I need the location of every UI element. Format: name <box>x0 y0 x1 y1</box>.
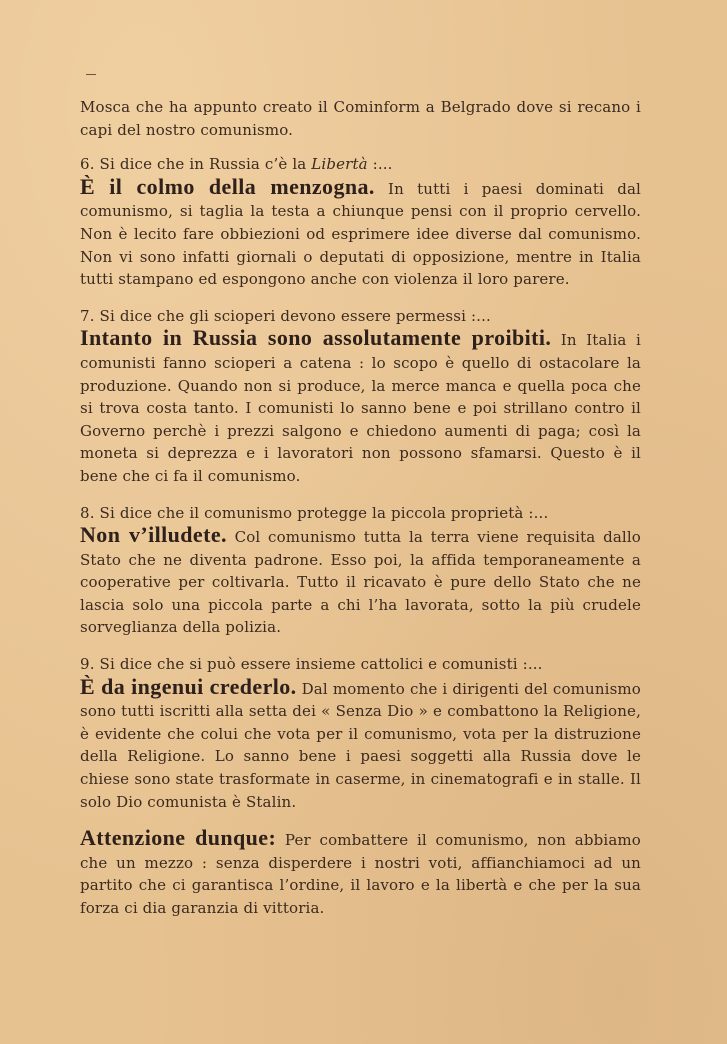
question-6 <box>80 153 641 176</box>
answer-8-body: Col comunismo tutta la terra viene requisita dallo Stato che ne diventa padrone. Esso poi, la affida temporaneamente a cooperative per coltivarla. Tutto il ricavato è pure dello Stato che ne lascia solo una piccola parte a chi l’ha lavorata, sotto la più crudele sorveglianza della polizia. <box>80 528 641 637</box>
conclusion-paragraph <box>80 827 641 919</box>
section-9 <box>80 653 641 813</box>
answer-7-body: In Italia i comunisti fanno scioperi a catena : lo scopo è quello di ostacolare la produzione. Quando non si produce, la merce manca e quella poca che si trova costa tanto. I comunisti lo sanno bene e poi strillano contro il Governo perchè i prezzi salgono e chiedono aumenti di paga; così la moneta si deprezza e i lavoratori non possono sfamarsi. Questo è il bene che ci fa il comunismo. <box>80 331 641 485</box>
question-9 <box>80 653 641 676</box>
answer-9-heading: È da ingenui crederlo. <box>80 673 297 699</box>
answer-8 <box>80 524 641 639</box>
section-8 <box>80 502 641 640</box>
question-7 <box>80 305 641 328</box>
question-6-italic: Libertà <box>311 155 368 174</box>
answer-6 <box>80 173 641 291</box>
question-6-text: 6. Si dice che in Russia c’è la <box>80 155 312 174</box>
answer-6-body: In tutti i paesi dominati dal comunismo, si taglia la testa a chiunque pensi con il proprio cervello. Non è lecito fare obbiezioni od esprimere idee diverse dal comunismo. Non vi sono infatti giornali o deputati di opposizione, mentre in Italia tutti stampano ed espongono anche con violenza il loro parere. <box>80 179 641 289</box>
dash-mark <box>86 74 96 75</box>
question-7-text: 7. Si dice che gli scioperi devono essere permessi :... <box>80 306 491 325</box>
conclusion-heading: Attenzione dunque: <box>80 825 277 851</box>
answer-7 <box>80 327 641 487</box>
answer-9-body: Dal momento che i dirigenti del comunismo sono tutti iscritti alla setta dei « Senza Dio » e combattono la Religione, è evidente che colui che vota per il comunismo, vota per la distruzione della Religione. Lo sanno bene i paesi soggetti alla Russia dove le chiese sono state trasformate in caserme, in cinematografi e in stalle. Il solo Dio comunista è Stalin. <box>80 679 641 811</box>
answer-9 <box>80 673 641 814</box>
question-8-text: 8. Si dice che il comunismo protegge la piccola proprietà :... <box>80 503 549 522</box>
intro-paragraph: Mosca che ha appunto creato il Cominform a Belgrado dove si recano i capi del nostro comunismo. <box>80 98 641 139</box>
question-8 <box>80 502 641 525</box>
question-9-text: 9. Si dice che si può essere insieme cattolici e comunisti :... <box>80 655 543 674</box>
document-body <box>80 96 641 920</box>
conclusion-body: Per combattere il comunismo, non abbiamo che un mezzo : senza disperdere i nostri voti, affianchiamoci ad un partito che ci garantisca l’ordine, il lavoro e la libertà e che per la sua forza ci dia garanzia di vittoria. <box>80 831 641 917</box>
section-7 <box>80 305 641 488</box>
answer-7-heading: Intanto in Russia sono assolutamente proibiti. <box>80 325 552 351</box>
question-6-suffix: :... <box>367 155 393 174</box>
answer-6-heading: È il colmo della menzogna. <box>80 173 375 199</box>
section-6 <box>80 153 641 291</box>
answer-8-heading: Non v’illudete. <box>80 522 227 548</box>
